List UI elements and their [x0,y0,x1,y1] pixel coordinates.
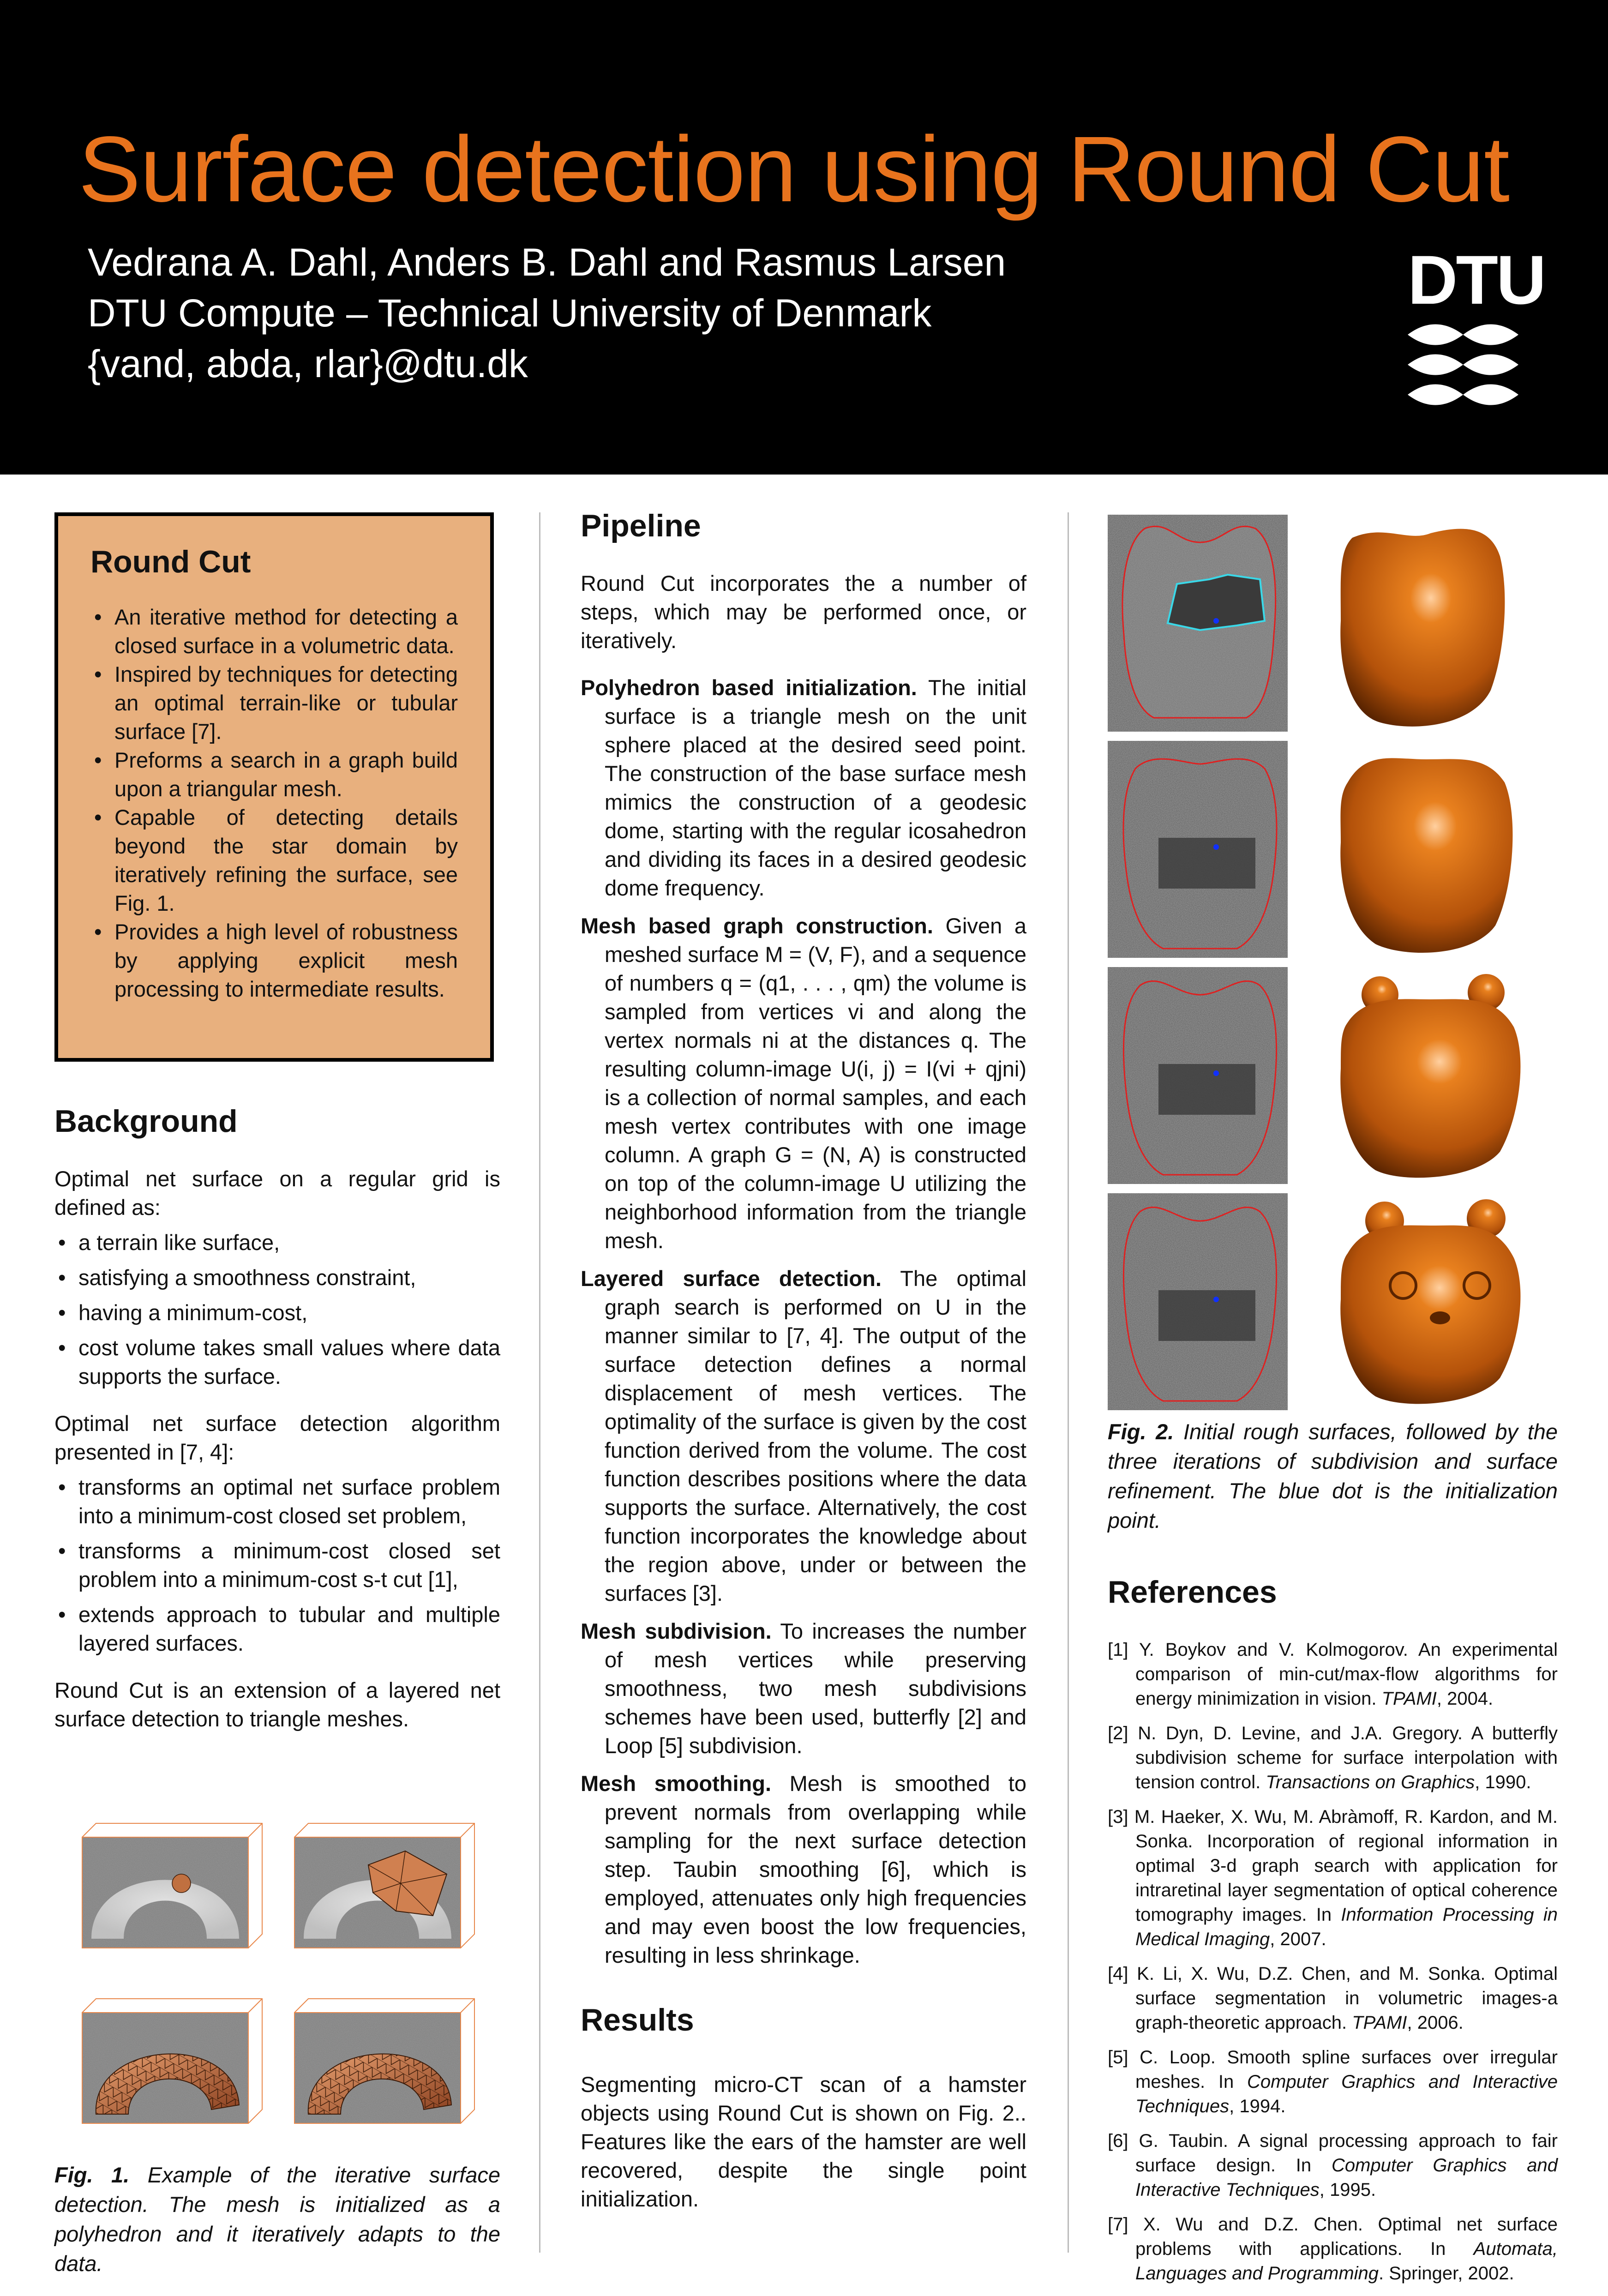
results-title: Results [581,2002,694,2038]
background-intro-2: Optimal net surface detection algorithm presented in [7, 4]: [54,1411,500,1464]
fig2-row-3 [1108,967,1520,1184]
reference-venue: TPAMI [1352,2013,1407,2033]
poster-header [0,0,1608,475]
reference-item [1108,2045,1558,2119]
pipeline-item [581,673,1026,902]
pipeline-item-text: Given a meshed surface M = (V, F), and a sequence of numbers q = (q1, . . . , qm) the volume is sampled from vertices vi and along the vertex normals ni at the distances q. The resulting column-image U(i, j) = I(vi + qjni) is a collection of normal samples, and each mesh vertex contributes with one image column. A graph G = (N, A) is constructed on top of the column-image U utilizing the neighborhood information from the triangle mesh. [605,914,1026,1253]
background-list-2 [54,1473,500,1658]
affiliation: DTU Compute – Technical University of Denmark [88,291,932,335]
reference-item [1108,1962,1558,2035]
fig1-panel-1 [82,1823,262,1948]
reference-number: [1] [1108,1640,1128,1660]
reference-item [1108,1638,1558,1711]
pipeline-item-head: Mesh subdivision. [581,1619,772,1643]
pipeline-item-text: To increases the number of mesh vertices while preserving smoothness, two mesh subdivisions schemes have been used, butterfly [2] and Loop [5] subdivision. [605,1619,1026,1758]
fig2-row-2 [1108,741,1512,958]
pipeline-item-head: Polyhedron based initialization. [581,675,917,700]
reference-number: [3] [1108,1807,1128,1827]
list-item: • An iterative method for detecting a closed surface in a volumetric data. [90,603,458,660]
pipeline-item [581,1617,1026,1760]
list-item: • Preforms a search in a graph build upon a triangular mesh. [90,746,458,803]
figure-2-caption [1108,1417,1558,1535]
reference-year: , 1990. [1475,1772,1531,1792]
reference-year: , 2004. [1436,1689,1494,1709]
results-text: Segmenting micro-CT scan of a hamster objects using Round Cut is shown on Fig. 2.. Features like the ears of the hamster are well recovered, despite the single point initialization. [581,2072,1026,2211]
column-divider-2 [1068,512,1069,2253]
reference-number: [6] [1108,2131,1128,2151]
pipeline-item-head: Mesh smoothing. [581,1771,772,1796]
pipeline-item-text: The optimal graph search is performed on U in the manner similar to [7, 4]. The output of the surface detection defines a normal displacement of mesh vertices. The optimality of the surface is given by the cost function derived from the volume. The cost function describes positions where the data supports the surface. Alternatively, the cost function incorporates the knowledge about the region above, under or between the surfaces [3]. [605,1266,1026,1605]
reference-venue: Computer Graphics and Interactive Techniques [1135,2155,1558,2200]
reference-text: G. Taubin. A signal processing approach to fair surface design. In [1135,2131,1558,2176]
list-item: • transforms an optimal net surface problem into a minimum-cost closed set problem, [54,1473,500,1530]
list-item: • extends approach to tubular and multiple layered surfaces. [54,1600,500,1658]
reference-text: X. Wu and D.Z. Chen. Optimal net surface problems with applications. In [1135,2214,1558,2259]
pipeline-title: Pipeline [581,508,701,543]
reference-number: [5] [1108,2047,1128,2068]
pipeline-item-text: Mesh is smoothed to prevent normals from overlapping while sampling for the next surface detection step. Taubin smoothing [6], which is employed, attenuates only high frequencies and may even boost the low frequencies, resulting in less shrinkage. [605,1771,1026,1967]
pipeline-item-text: The initial surface is a triangle mesh on the unit sphere placed at the desired seed point. The construction of the base surface mesh mimics the construction of a geodesic dome, starting with the regular icosahedron and dividing its faces in a desired geodesic dome frequency. [605,675,1026,900]
pipeline-section [581,508,1026,2213]
fig2-row-4 [1108,1193,1520,1410]
pipeline-item [581,1264,1026,1608]
pipeline-item-head: Mesh based graph construction. [581,914,933,938]
figure-2 [1108,515,1560,1433]
background-title: Background [54,1104,238,1139]
reference-item [1108,1721,1558,1795]
background-section [54,1103,500,1733]
list-item: • a terrain like surface, [54,1228,500,1257]
list-item: • satisfying a smoothness constraint, [54,1263,500,1292]
reference-year: , 1995. [1319,2180,1376,2200]
reference-year: , 2007. [1270,1929,1326,1949]
reference-list [1108,1638,1558,2286]
reference-number: [2] [1108,1723,1128,1743]
list-item: • Capable of detecting details beyond the star domain by iteratively refining the surface, see Fig. 1. [90,803,458,918]
pipeline-intro: Round Cut incorporates the a number of steps, which may be performed once, or iteratively. [581,571,1026,653]
reference-venue: Transactions on Graphics [1266,1772,1475,1792]
reference-venue: Information Processing in Medical Imaging [1135,1905,1558,1949]
email: {vand, abda, rlar}@dtu.dk [88,342,528,385]
reference-number: [4] [1108,1964,1128,1984]
reference-item [1108,2129,1558,2202]
figure-1-caption [54,2160,500,2278]
poster-title: Surface detection using Round Cut [78,117,1509,221]
fig2-label: Fig. 2. [1108,1419,1174,1444]
figure-1 [54,1814,500,2170]
fig2-row-1 [1108,515,1505,732]
reference-text: M. Haeker, X. Wu, M. Abràmoff, R. Kardon, and M. Sonka. Incorporation of regional information in optimal 3-d graph search with application for intraretinal layer segmentation of optical coherence tomography images. In [1134,1807,1558,1925]
round-cut-box [54,512,494,1062]
reference-venue: Computer Graphics and Interactive Techniques [1135,2072,1558,2116]
list-item: • having a minimum-cost, [54,1298,500,1327]
background-intro: Optimal net surface on a regular grid is defined as: [54,1166,500,1220]
background-list-1 [54,1228,500,1391]
references-section [1108,1574,1558,2296]
reference-number: [7] [1108,2214,1128,2235]
list-item: • transforms a minimum-cost closed set problem into a minimum-cost s-t cut [1], [54,1537,500,1594]
reference-venue: TPAMI [1381,1689,1437,1709]
reference-text: C. Loop. Smooth spline surfaces over irregular meshes. In [1135,2047,1558,2092]
list-item: • Provides a high level of robustness by applying explicit mesh processing to intermediate results. [90,918,458,1004]
reference-year: , 2006. [1407,2013,1464,2033]
round-cut-list [90,603,458,1004]
background-outro: Round Cut is an extension of a layered net surface detection to triangle meshes. [54,1678,500,1731]
reference-year: . Springer, 2002. [1379,2263,1514,2284]
fig2-caption-text: Initial rough surfaces, followed by the three iterations of subdivision and surface refinement. The blue dot is the initialization point. [1108,1419,1558,1533]
dtu-logo-text: DTU [1408,241,1545,319]
dtu-wave-icon [1408,321,1518,413]
column-divider-1 [539,512,540,2253]
reference-year: , 1994. [1229,2096,1286,2116]
reference-item [1108,2212,1558,2286]
reference-item [1108,1805,1558,1952]
pipeline-item [581,912,1026,1255]
list-item: • Inspired by techniques for detecting an optimal terrain-like or tubular surface [7]. [90,660,458,746]
fig1-label: Fig. 1. [54,2163,130,2187]
reference-venue: Automata, Languages and Programming [1135,2239,1558,2284]
references-title: References [1108,1575,1277,1610]
fig1-panel-3 [82,1999,262,2123]
round-cut-title: Round Cut [90,544,251,579]
list-item: • cost volume takes small values where data supports the surface. [54,1334,500,1391]
pipeline-item [581,1769,1026,1970]
fig1-panel-4 [294,1999,474,2123]
fig1-caption-text: Example of the iterative surface detection. The mesh is initialized as a polyhedron and it iteratively adapts to the data. [54,2163,500,2276]
reference-text: Y. Boykov and V. Kolmogorov. An experimental comparison of min-cut/max-flow algorithms for energy minimization in vision. [1135,1640,1558,1709]
reference-text: N. Dyn, D. Levine, and J.A. Gregory. A butterfly subdivision scheme for surface interpolation with tension control. [1135,1723,1558,1792]
pipeline-item-head: Layered surface detection. [581,1266,882,1291]
reference-text: K. Li, X. Wu, D.Z. Chen, and M. Sonka. Optimal surface segmentation in volumetric images-a graph-theoretic approach. [1135,1964,1558,2033]
fig1-panel-2 [294,1823,474,1948]
authors: Vedrana A. Dahl, Anders B. Dahl and Rasmus Larsen [88,240,1006,284]
dtu-logo [1408,240,1545,415]
